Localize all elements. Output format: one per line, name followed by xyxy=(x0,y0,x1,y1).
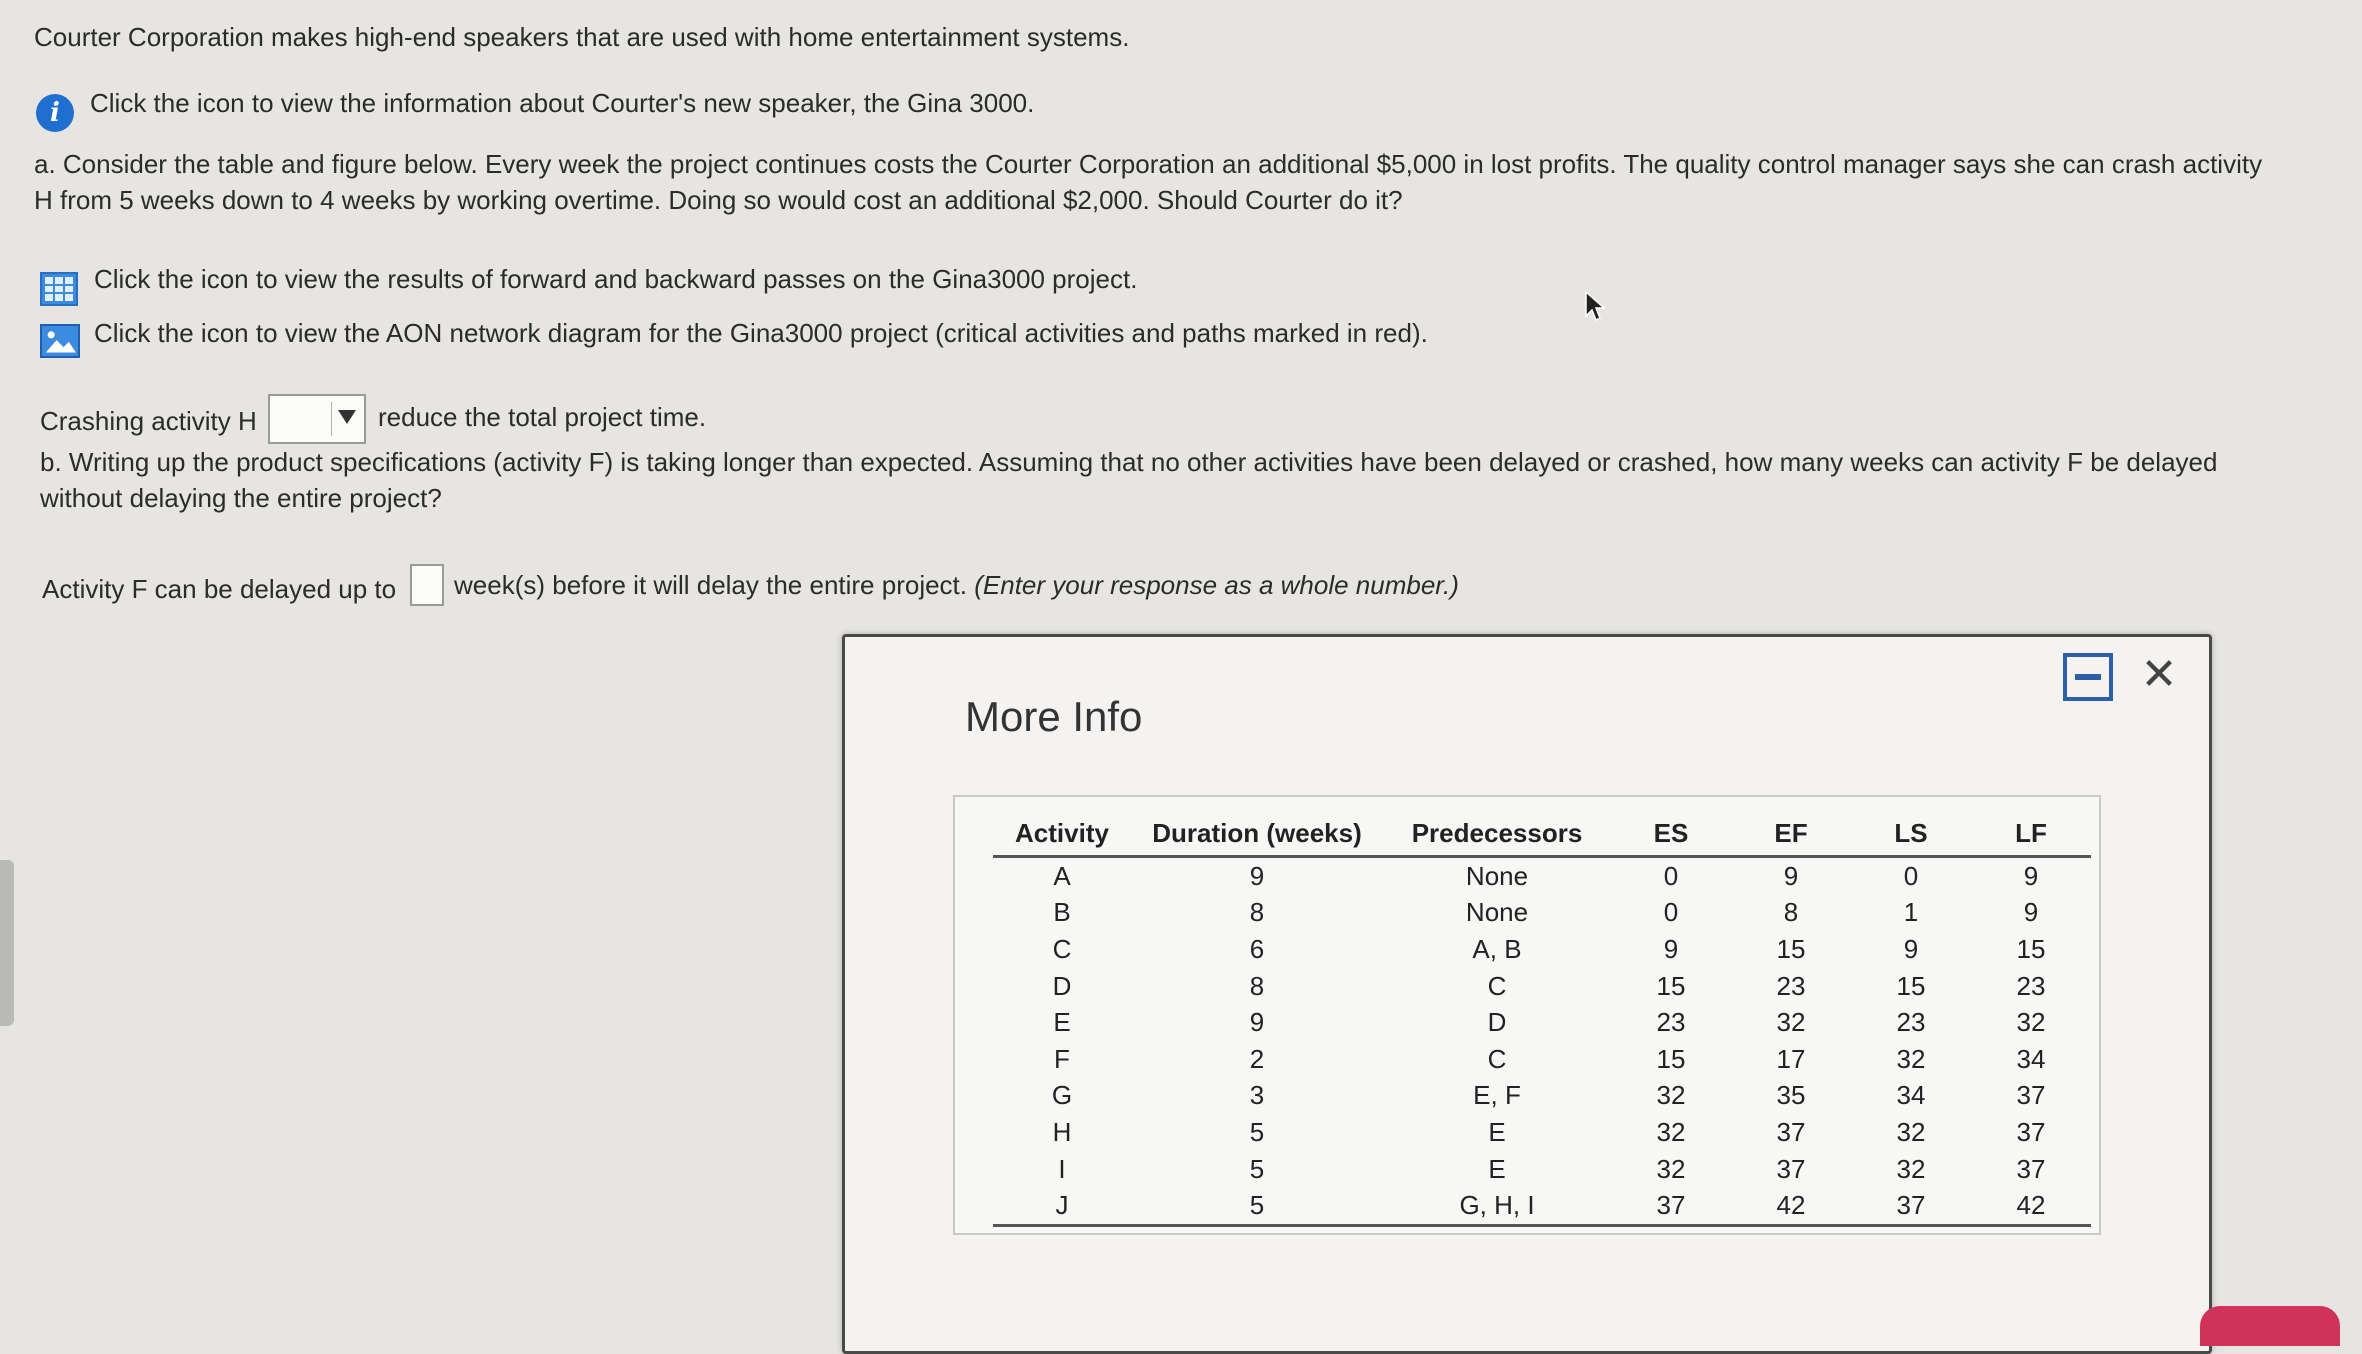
part-b-line-2: without delaying the entire project? xyxy=(40,483,442,513)
cell-duration: 3 xyxy=(1249,1080,1265,1111)
cell-lf: 34 xyxy=(2016,1043,2046,1074)
cell-predecessors: E xyxy=(1488,1153,1506,1184)
image-icon[interactable] xyxy=(40,324,80,358)
part-a-line-1: a. Consider the table and figure below. Every week the project continues costs the Courter Corporation an additional $5,000 in lost profits. The quality control manager says she can crash activity xyxy=(34,149,2263,179)
cell-ls: 15 xyxy=(1896,970,1926,1001)
cell-lf: 9 xyxy=(2023,860,2039,891)
cell-duration: 5 xyxy=(1249,1153,1265,1184)
cell-activity: H xyxy=(1052,1116,1072,1147)
cell-ls: 32 xyxy=(1896,1116,1926,1147)
more-info-dialog xyxy=(842,634,2212,1354)
cell-predecessors: E xyxy=(1488,1116,1506,1147)
cell-predecessors: D xyxy=(1487,1007,1507,1038)
cell-ef: 42 xyxy=(1731,1187,1851,1225)
header-lf: LF xyxy=(1971,813,2091,857)
table-grid-icon[interactable] xyxy=(40,272,78,306)
cell-es: 32 xyxy=(1656,1116,1686,1147)
cell-lf: 37 xyxy=(2016,1080,2046,1111)
intro-text: Courter Corporation makes high-end speakers that are used with home entertainment systems. xyxy=(34,22,1130,52)
cell-duration: 6 xyxy=(1249,933,1265,964)
cell-duration: 9 xyxy=(1249,1007,1265,1038)
table-body xyxy=(993,857,2091,1226)
cell-activity: C xyxy=(1052,933,1072,964)
cell-predecessors: A, B xyxy=(1472,933,1522,964)
cell-ef: 32 xyxy=(1776,1007,1806,1038)
table-row xyxy=(993,1004,2091,1041)
cell-predecessors: C xyxy=(1487,1043,1507,1074)
cell-duration: 8 xyxy=(1249,970,1265,1001)
info-link-text: Click the icon to view the information about Courter's new speaker, the Gina 3000. xyxy=(90,88,1035,118)
cell-activity: J xyxy=(993,1187,1131,1225)
cell-es: 0 xyxy=(1663,860,1679,891)
cell-lf: 32 xyxy=(2016,1007,2046,1038)
close-icon: ✕ xyxy=(2140,650,2178,699)
table-row xyxy=(993,857,2091,895)
cell-es: 23 xyxy=(1656,1007,1686,1038)
table-row xyxy=(993,968,2091,1005)
chevron-down-icon xyxy=(331,402,360,436)
cell-duration: 9 xyxy=(1249,860,1265,891)
aon-link-text: Click the icon to view the AON network diagram for the Gina3000 project (critical activities and paths marked in red). xyxy=(94,318,1428,348)
cell-ls: 0 xyxy=(1903,860,1919,891)
cell-es: 37 xyxy=(1611,1187,1731,1225)
cell-ef: 15 xyxy=(1776,933,1806,964)
minimize-icon xyxy=(2075,674,2101,680)
header-predecessors: Predecessors xyxy=(1383,813,1611,857)
crash-answer-dropdown[interactable] xyxy=(268,394,366,444)
header-es: ES xyxy=(1611,813,1731,857)
cell-lf: 37 xyxy=(2016,1153,2046,1184)
cell-lf: 15 xyxy=(2016,933,2046,964)
header-activity: Activity xyxy=(993,813,1131,857)
cell-es: 9 xyxy=(1663,933,1679,964)
cell-duration: 5 xyxy=(1131,1187,1383,1225)
cell-lf: 42 xyxy=(1971,1187,2091,1225)
cell-ef: 35 xyxy=(1776,1080,1806,1111)
cell-activity: E xyxy=(1053,1007,1071,1038)
cell-lf: 37 xyxy=(2016,1116,2046,1147)
cell-predecessors: E, F xyxy=(1473,1080,1521,1111)
crash-prefix: Crashing activity H xyxy=(40,406,257,436)
header-duration: Duration (weeks) xyxy=(1131,813,1383,857)
cell-activity: I xyxy=(1058,1153,1066,1184)
table-row xyxy=(993,931,2091,968)
cell-activity: A xyxy=(1053,860,1071,891)
table-row xyxy=(993,1114,2091,1151)
table-row xyxy=(993,1078,2091,1115)
passes-link-text: Click the icon to view the results of forward and backward passes on the Gina3000 project. xyxy=(94,264,1138,294)
cell-duration: 8 xyxy=(1249,897,1265,928)
cell-predecessors: None xyxy=(1465,860,1529,891)
cell-ef: 23 xyxy=(1776,970,1806,1001)
header-ls: LS xyxy=(1851,813,1971,857)
cell-ls: 1 xyxy=(1903,897,1919,928)
part-b-text xyxy=(40,444,2340,516)
cell-lf: 23 xyxy=(2016,970,2046,1001)
delay-hint: (Enter your response as a whole number.) xyxy=(974,570,1459,600)
cell-ef: 17 xyxy=(1776,1043,1806,1074)
cell-es: 15 xyxy=(1656,970,1686,1001)
cell-ls: 32 xyxy=(1896,1153,1926,1184)
cell-predecessors: C xyxy=(1487,970,1507,1001)
cell-ef: 9 xyxy=(1783,860,1799,891)
cell-activity: D xyxy=(1052,970,1072,1001)
minimize-button[interactable] xyxy=(2063,653,2113,701)
cell-activity: B xyxy=(1053,897,1071,928)
cell-es: 32 xyxy=(1656,1080,1686,1111)
cell-ls: 37 xyxy=(1851,1187,1971,1225)
cell-predecessors: None xyxy=(1465,897,1529,928)
delay-weeks-input[interactable] xyxy=(410,564,444,606)
delay-prefix: Activity F can be delayed up to xyxy=(42,574,397,604)
info-table-frame xyxy=(953,795,2101,1235)
table-header-row xyxy=(993,813,2091,857)
cell-ls: 23 xyxy=(1896,1007,1926,1038)
table-row xyxy=(993,1187,2091,1225)
part-a-line-2: H from 5 weeks down to 4 weeks by working overtime. Doing so would cost an additional $2,000. Should Courter do it? xyxy=(34,185,1403,215)
cell-ef: 37 xyxy=(1776,1116,1806,1147)
modal-title: More Info xyxy=(965,693,1143,740)
delay-suffix-text: week(s) before it will delay the entire project. xyxy=(454,570,968,600)
delay-suffix xyxy=(454,570,1459,601)
cell-ls: 32 xyxy=(1896,1043,1926,1074)
table-row xyxy=(993,1151,2091,1188)
cell-predecessors: G, H, I xyxy=(1383,1187,1611,1225)
corner-badge[interactable] xyxy=(2200,1306,2340,1346)
header-ef: EF xyxy=(1731,813,1851,857)
cell-ef: 37 xyxy=(1776,1153,1806,1184)
cell-es: 15 xyxy=(1656,1043,1686,1074)
part-b-line-1: b. Writing up the product specifications (activity F) is taking longer than expected. Assuming that no other activities have been delayed or crashed, how many weeks can activity F be delayed xyxy=(40,447,2218,477)
cell-ef: 8 xyxy=(1783,897,1799,928)
part-a-text xyxy=(34,146,2344,218)
cell-es: 32 xyxy=(1656,1153,1686,1184)
cell-activity: G xyxy=(1051,1080,1073,1111)
cursor-icon xyxy=(1584,290,1606,322)
close-button[interactable] xyxy=(2137,651,2181,699)
cell-lf: 9 xyxy=(2023,897,2039,928)
cell-es: 0 xyxy=(1663,897,1679,928)
cell-ls: 34 xyxy=(1896,1080,1926,1111)
cell-activity: F xyxy=(1054,1043,1070,1074)
info-icon[interactable]: i xyxy=(36,94,74,132)
cell-ls: 9 xyxy=(1903,933,1919,964)
cell-duration: 5 xyxy=(1249,1116,1265,1147)
table-row xyxy=(993,1041,2091,1078)
cell-duration: 2 xyxy=(1249,1043,1265,1074)
schedule-table xyxy=(993,813,2091,1227)
page-scrollbar[interactable] xyxy=(0,860,14,1026)
crash-suffix: reduce the total project time. xyxy=(378,402,707,432)
table-row xyxy=(993,895,2091,932)
